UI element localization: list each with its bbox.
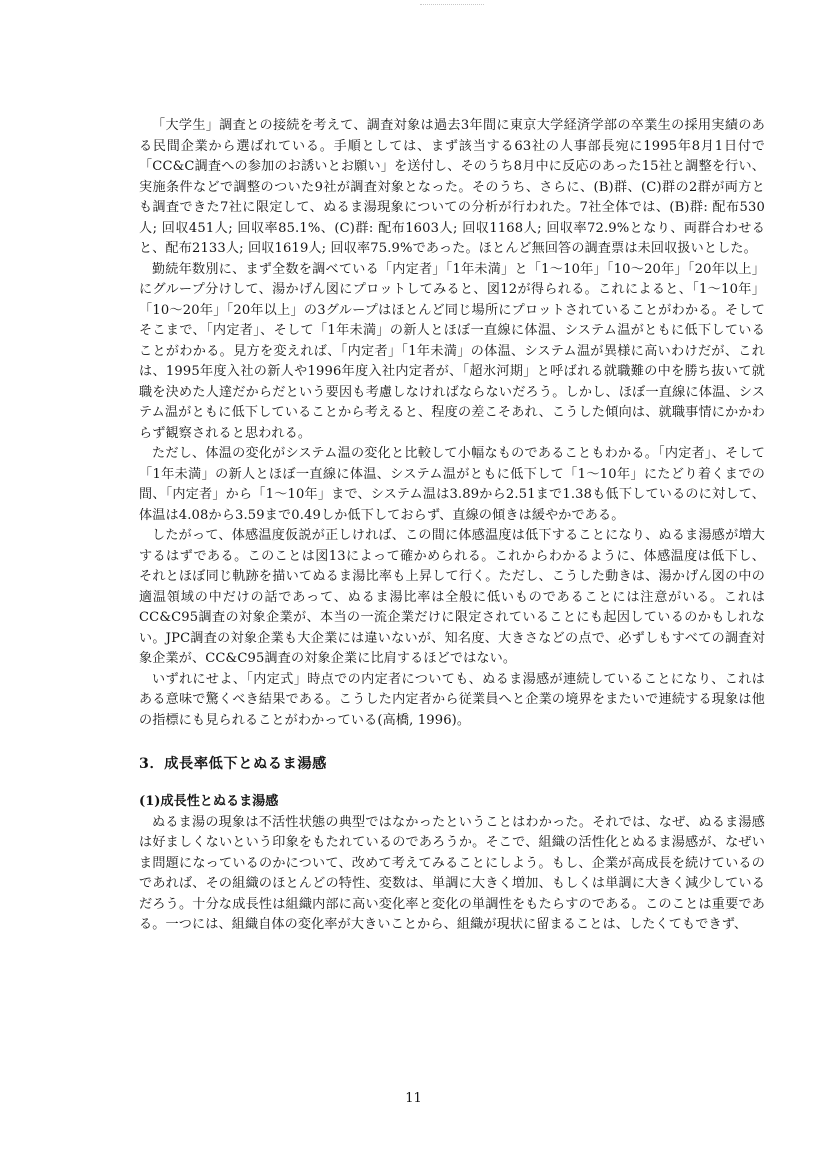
paragraph-sensory-temperature: したがって、体感温度仮説が正しければ、この間に体感温度は低下することになり、ぬるま湯感が増大するはずである。このことは図13によって確かめられる。これからわかるように、体感温度は低下し、それとほぼ同じ軌跡を描いてぬるま湯比率も上昇して行く。ただし、こうした動きは、湯かげん図の中の適温領域の中だけの話であって、ぬるま湯比率は全般に低いものであることには注意がいる。これはCC&C95調査の対象企業が、本当の一流企業だけに限定されていることにも起因しているのかもしれない。JPC調査の対象企業も大企業には違いないが、知名度、大きさなどの点で、必ずしもすべての調査対象企業が、CC&C95調査の対象企業に比肩するほどではない。: [139, 528, 765, 666]
page-number: 11: [405, 1091, 422, 1106]
paragraph-survey-design: 「大学生」調査との接続を考えて、調査対象は過去3年間に東京大学経済学部の卒業生の採用実績のある民間企業から選ばれている。手順としては、まず該当する63社の人事部長宛に1995年8月1日付で「CC&C調査への参加のお誘いとお願い」を送付し、そのうち8月中に反応のあった15社と調整を行い、実施条件などで調整のついた9社が調査対象となった。そのうち、さらに、(B)群、(C)群の2群が両方とも調査できた7社に限定して、ぬるま湯現象についての分析が行われた。7社全体では、(B)群: 配布530人; 回収451人; 回収率85.1%、(C)群: 配布1603人; 回収1168人; 回収率72.9%となり、両群合わせると、配布2133人; 回収1619人; 回収率75.9%であった。ほとんど無回答の調査票は未回収扱いとした。: [139, 118, 765, 256]
paragraph-growth: ぬるま湯の現象は不活性状態の典型ではなかったということはわかった。それでは、なぜ、ぬるま湯感は好ましくないという印象をもたれているのであろうか。そこで、組織の活性化とぬるま湯感が、なぜいま問題になっているのかについて、改めて考えてみることにしよう。もし、企業が高成長を続けているのであれば、その組織のほとんどの特性、変数は、単調に大きく増加、もしくは単調に大きく減少しているだろう。十分な成長性は組織内部に高い変化率と変化の単調性をもたらすのである。このことは重要である。一つには、組織自体の変化率が大きいことから、組織が現状に留まることは、したくてもできず、: [139, 814, 765, 932]
scan-mark: [420, 4, 484, 5]
paragraph-temperature-change: ただし、体温の変化がシステム温の変化と比較して小幅なものであることもわかる。「内定者」、そして「1年未満」の新人とほぼ一直線に体温、システム温がともに低下して「1～10年」にたどり着くまでの間、「内定者」から「1～10年」まで、システム温は3.89から2.51まで1.38も低下しているのに対して、体温は4.08から3.59まで0.49しか低下しておらず、直線の傾きは緩やかである。: [139, 446, 765, 523]
paragraph-conclusion: いずれにせよ、「内定式」時点での内定者についても、ぬるま湯感が連続していることになり、これはある意味で驚くべき結果である。こうした内定者から従業員へと企業の境界をまたいで連続する現象は他の指標にも見られることがわかっている(高橋, 1996)。: [139, 671, 765, 728]
subsection-heading: (1)成長性とぬるま湯感: [139, 794, 279, 809]
body-text: [139, 116, 765, 936]
paragraph-tenure-groups: 勤続年数別に、まず全数を調べている「内定者」「1年未満」と「1～10年」「10～20年」「20年以上」にグループ分けして、湯かげん図にプロットしてみると、図12が得られる。これによると、「1～10年」「10～20年」「20年以上」の3グループはほとんど同じ場所にプロットされていることがわかる。そしてそこまで、「内定者」、そして「1年未満」の新人とほぼ一直線に体温、システム温がともに低下していることがわかる。見方を変えれば、「内定者」「1年未満」の体温、システム温が異様に高いわけだが、これは、1995年度入社の新人や1996年度入社内定者が、「超氷河期」と呼ばれる就職難の中を勝ち抜いて就職を決めた人達だからだという要因も考慮しなければならないだろう。しかし、ほぼ一直線に体温、システム温がともに低下していることから考えると、程度の差こそあれ、こうした傾向は、就職事情にかかわらず観察されると思われる。: [139, 261, 765, 441]
section-heading: 3．成長率低下とぬるま湯感: [139, 756, 327, 772]
